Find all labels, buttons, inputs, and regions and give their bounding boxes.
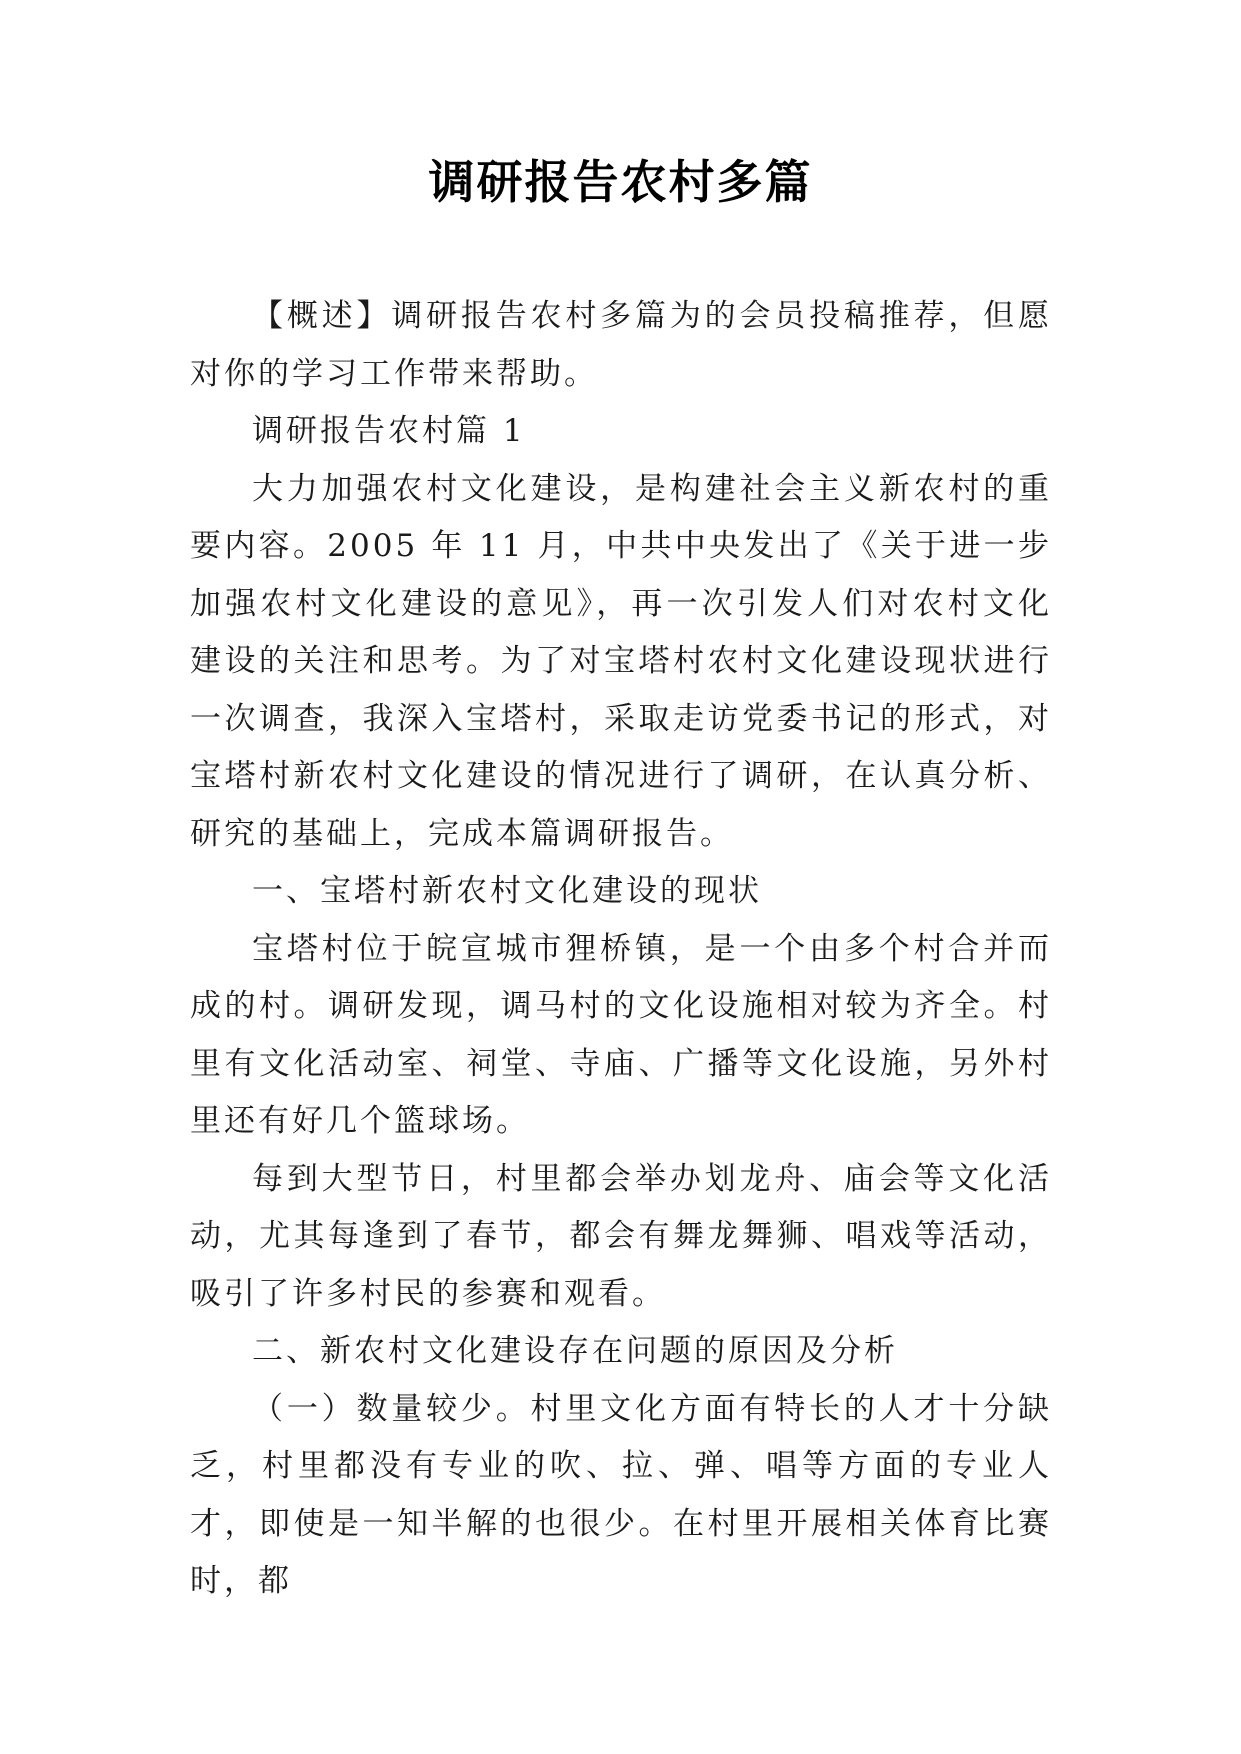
document-title: 调研报告农村多篇 — [428, 155, 813, 209]
section-heading-current-status: 一、宝塔村新农村文化建设的现状 — [252, 873, 762, 909]
body-paragraph: （一）数量较少。村里文化方面有特长的人才十分缺乏，村里都没有专业的吹、拉、弹、唱等方面的专业人才，即使是一知半解的也很少。在村里开展相关体育比赛时，都 — [190, 1390, 1052, 1599]
body-paragraph: 宝塔村位于皖宣城市狸桥镇，是一个由多个村合并而成的村。调研发现，调马村的文化设施相对较为齐全。村里有文化活动室、祠堂、寺庙、广播等文化设施，另外村里还有好几个篮球场。 — [190, 930, 1052, 1139]
section-heading-part-1: 调研报告农村篇 1 — [252, 413, 526, 449]
section-heading-problems: 二、新农村文化建设存在问题的原因及分析 — [252, 1333, 898, 1369]
document-body — [190, 288, 1052, 1611]
body-paragraph: 大力加强农村文化建设，是构建社会主义新农村的重要内容。2005 年 11 月，中共中央发出了《关于进一步加强农村文化建设的意见》，再一次引发人们对农村文化建设的关注和思考。为了对宝塔村农村文化建设现状进行一次调查，我深入宝塔村，采取走访党委书记的形式，对宝塔村新农村文化建设的情况进行了调研，在认真分析、研究的基础上，完成本篇调研报告。 — [190, 470, 1052, 852]
summary-paragraph: 【概述】调研报告农村多篇为的会员投稿推荐，但愿对你的学习工作带来帮助。 — [190, 298, 1052, 392]
body-paragraph: 每到大型节日，村里都会举办划龙舟、庙会等文化活动，尤其每逢到了春节，都会有舞龙舞狮、唱戏等活动，吸引了许多村民的参赛和观看。 — [190, 1160, 1052, 1312]
